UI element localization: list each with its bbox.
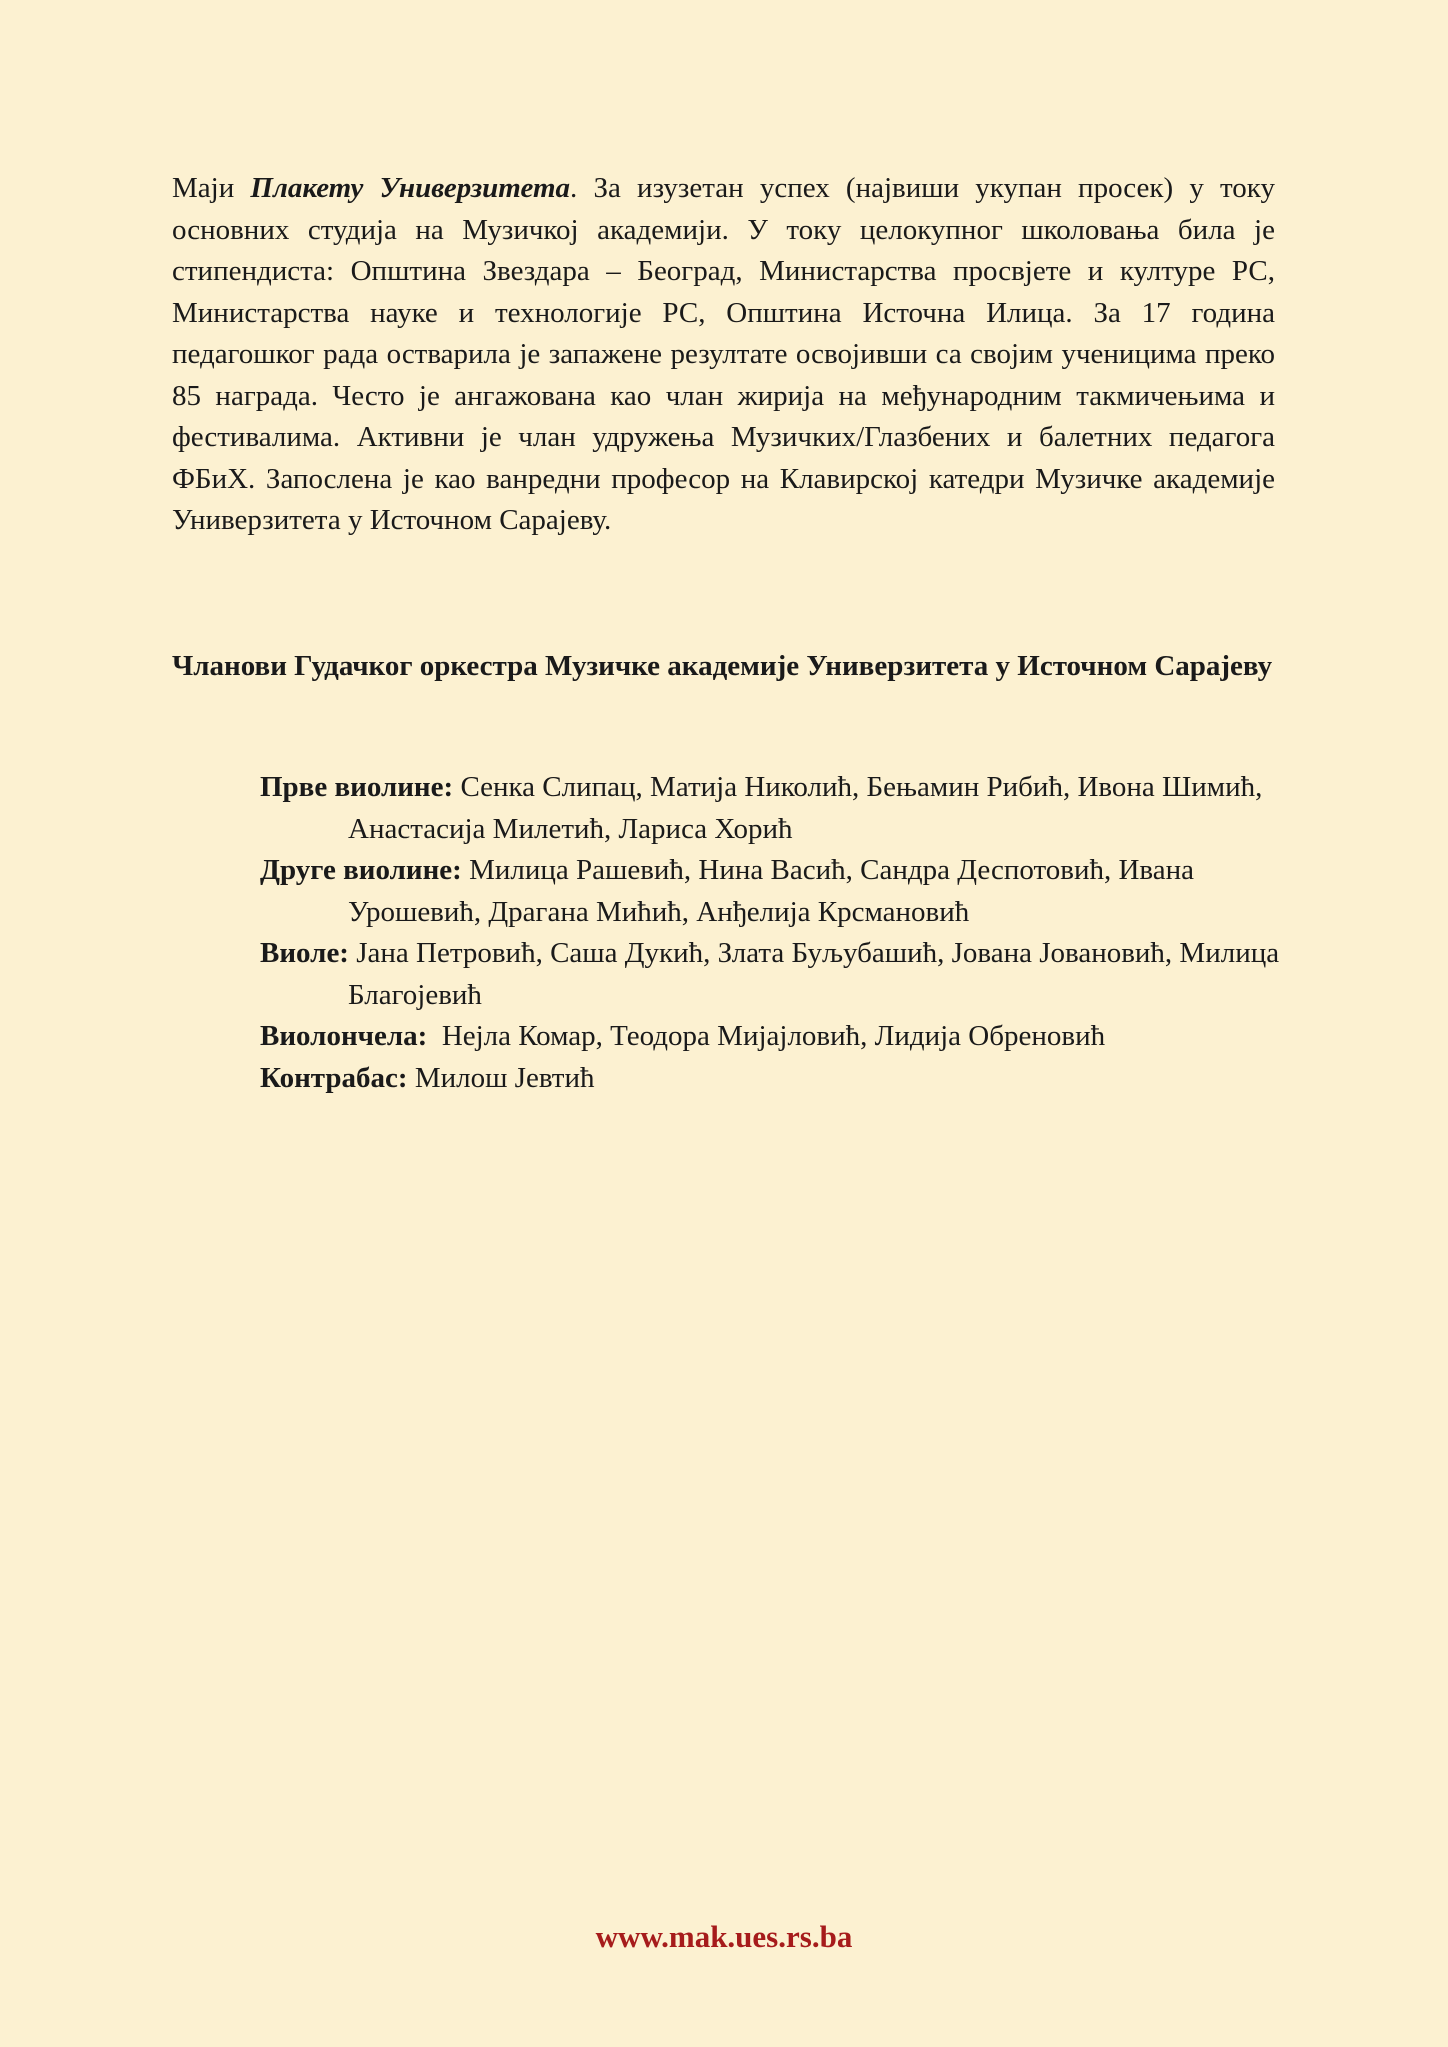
list-item — [260, 1058, 1280, 1100]
footer-website-link[interactable]: www.mak.ues.rs.ba — [595, 1919, 853, 1954]
list-item — [260, 1016, 1280, 1058]
section-role: Друге виолине: — [260, 854, 462, 886]
bio-intro: Маји — [172, 172, 251, 204]
orchestra-members-heading: Чланови Гудачког оркестра Музичке академије Универзитета у Источном Сарајеву — [172, 650, 1273, 682]
section-role: Виоле: — [260, 937, 349, 969]
section-names: Милица Рашевић, Нина Васић, Сандра Деспотовић, Ивана Урошевић, Драгана Мићић, Анђелија Крсмановић — [348, 854, 1194, 928]
bio-text: . За изузетан успех (највиши укупан просек) у току основних студија на Музичкој академији. У току целокупног школовања била је стипендиста: Општина Звездара – Београд, Министарства просвјете и културе РС, Министарства науке и технологије РС, Општина Источна Илица. За 17 година педагошког рада остварила је запажене резултате освојивши са својим ученицима преко 85 награда. Често је ангажована као члан жирија на међународним такмичењима и фестивалима. Активни је члан удружења Музичких/Глазбених и балетних педагога ФБиХ. Запослена је као ванредни професор на Клавирској катедри Музичке академије Универзитета у Источном Сарајеву. — [172, 172, 1275, 536]
section-names: Милош Јевтић — [407, 1061, 595, 1094]
orchestra-members-list — [260, 767, 1280, 1099]
list-item — [260, 850, 1280, 933]
section-role: Прве виолине: — [260, 771, 454, 803]
list-item — [260, 933, 1280, 1016]
section-names: Сенка Слипац, Матија Николић, Бењамин Рибић, Ивона Шимић, Анастасија Милетић, Лариса Хорић — [348, 771, 1263, 845]
section-role: Контрабас: — [260, 1061, 408, 1094]
bio-award: Плакету Универзитета — [250, 172, 571, 204]
list-item — [260, 767, 1280, 850]
section-names: Јана Петровић, Саша Дукић, Злата Буљубашић, Јована Јовановић, Милица Благојевић — [348, 937, 1280, 1011]
biography-paragraph — [172, 168, 1275, 542]
section-role: Виолончела: — [260, 1020, 428, 1052]
section-names: Нејла Комар, Теодора Мијајловић, Лидија Обреновић — [427, 1020, 1106, 1052]
